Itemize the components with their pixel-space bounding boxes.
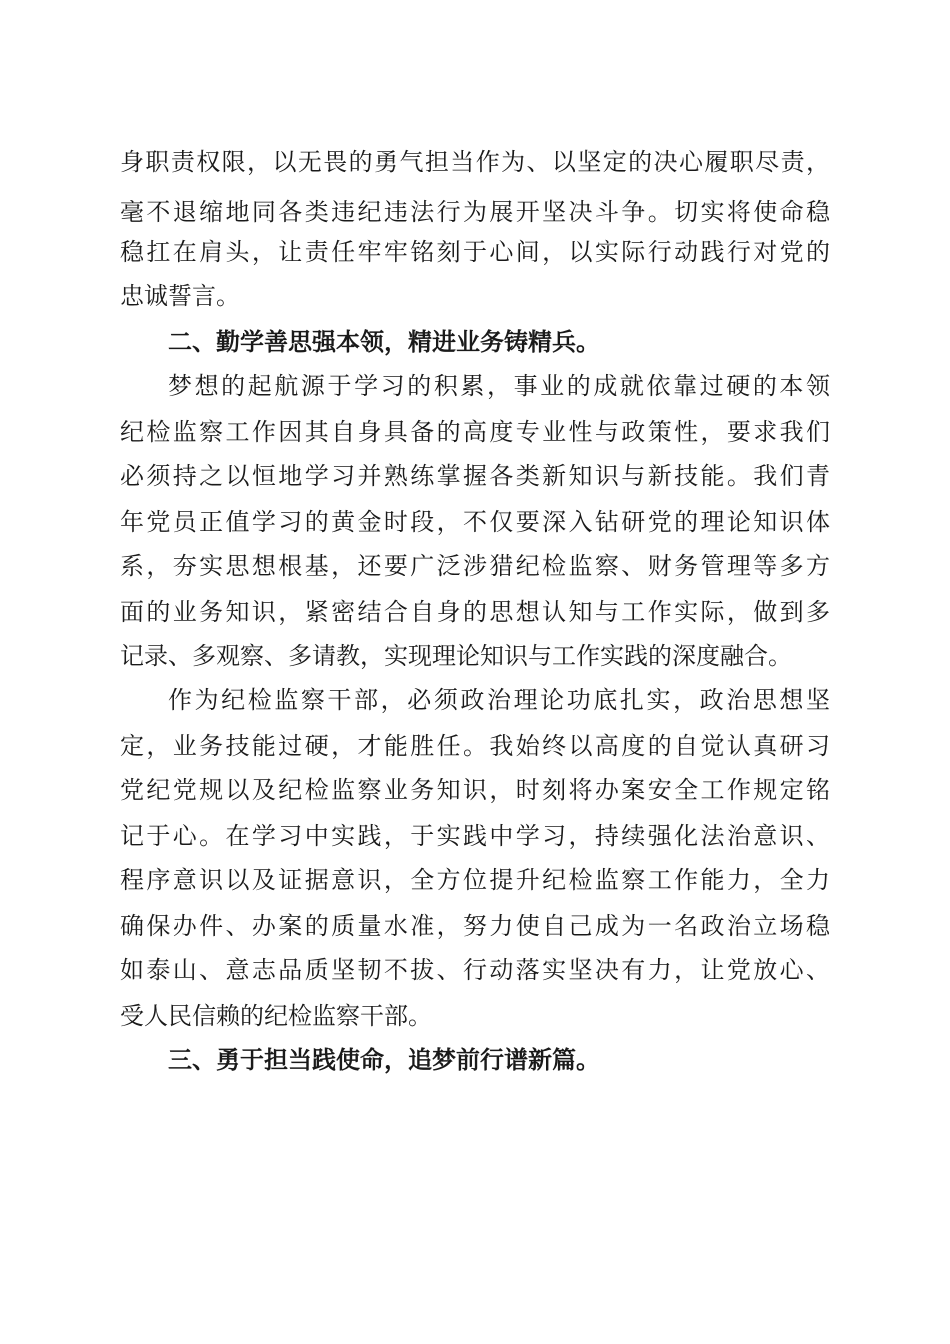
section-heading-3: 三、勇于担当践使命，追梦前行谱新篇。	[168, 1046, 600, 1074]
paragraph-2-line-3: 必须持之以恒地学习并熟练掌握各类新知识与新技能。我们青	[120, 462, 830, 490]
paragraph-3-line-2: 定，业务技能过硬，才能胜任。我始终以高度的自觉认真研习	[120, 732, 830, 760]
paragraph-3-line-8: 受人民信赖的纪检监察干部。	[120, 1002, 432, 1030]
paragraph-3-line-4: 记于心。在学习中实践，于实践中学习，持续强化法治意识、	[120, 822, 830, 850]
paragraph-3-line-6: 确保办件、办案的质量水准，努力使自己成为一名政治立场稳	[120, 912, 830, 940]
section-heading-2: 二、勤学善思强本领，精进业务铸精兵。	[168, 328, 600, 356]
paragraph-3-line-1: 作为纪检监察干部，必须政治理论功底扎实，政治思想坚	[168, 686, 830, 714]
paragraph-1-line-1: 身职责权限，以无畏的勇气担当作为、以坚定的决心履职尽责，	[120, 148, 830, 176]
paragraph-3-line-3: 党纪党规以及纪检监察业务知识，时刻将办案安全工作规定铭	[120, 776, 830, 804]
paragraph-1-line-3: 稳扛在肩头，让责任牢牢铭刻于心间，以实际行动践行对党的	[120, 238, 830, 266]
paragraph-2-line-5: 系，夯实思想根基，还要广泛涉猎纪检监察、财务管理等多方	[120, 552, 830, 580]
paragraph-2-line-1: 梦想的起航源于学习的积累，事业的成就依靠过硬的本领	[168, 372, 830, 400]
paragraph-1-line-4: 忠诚誓言。	[120, 282, 240, 310]
paragraph-1-line-2: 毫不退缩地同各类违纪违法行为展开坚决斗争。切实将使命稳	[120, 198, 830, 226]
paragraph-2-line-7: 记录、多观察、多请教，实现理论知识与工作实践的深度融合。	[120, 642, 792, 670]
paragraph-3-line-5: 程序意识以及证据意识，全方位提升纪检监察工作能力，全力	[120, 866, 830, 894]
paragraph-3-line-7: 如泰山、意志品质坚韧不拔、行动落实坚决有力，让党放心、	[120, 956, 830, 984]
paragraph-2-line-6: 面的业务知识，紧密结合自身的思想认知与工作实际，做到多	[120, 598, 830, 626]
paragraph-2-line-4: 年党员正值学习的黄金时段，不仅要深入钻研党的理论知识体	[120, 508, 830, 536]
paragraph-2-line-2: 纪检监察工作因其自身具备的高度专业性与政策性，要求我们	[120, 418, 830, 446]
